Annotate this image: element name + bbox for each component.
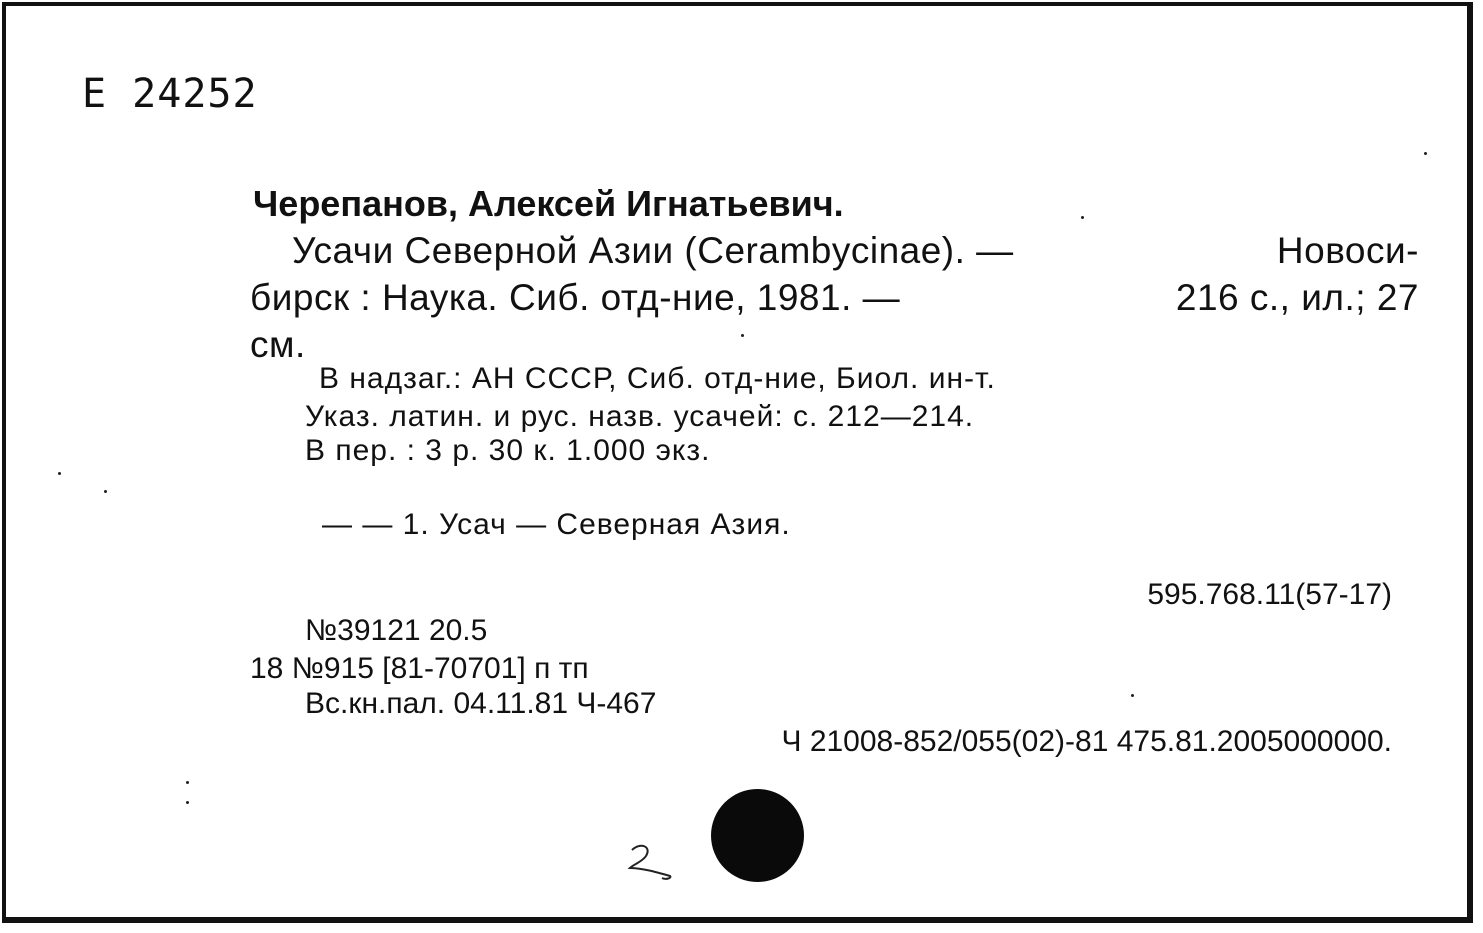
speck [186,781,189,784]
speck [186,801,189,804]
title-line-1-left: Усачи Северной Азии (Cerambycinae). — [292,230,1014,271]
handwritten-mark [626,842,676,882]
registration-line-2: 18 №915 [81-70701] п тп [250,652,589,685]
catalog-id: Е 24252 [82,71,258,117]
title-line-2-left: бирск : Наука. Сиб. отд-ние, 1981. — [250,277,901,318]
note-price: В пер. : 3 р. 30 к. 1.000 экз. [305,434,711,467]
catalog-card [2,2,1473,923]
punch-hole [711,789,804,882]
registration-line-1: №39121 20.5 [305,614,488,647]
title-line-2 [250,279,1419,316]
note-index: Указ. латин. и рус. назв. усачей: с. 212—214. [305,400,975,433]
registration-line-4: Ч 21008-852/055(02)-81 475.81.2005000000. [781,725,1392,758]
title-line-1-right: Новоси- [1276,230,1419,271]
title-line-1 [292,232,1419,269]
udc-code: 595.768.11(57-17) [1147,578,1392,611]
title-line-2-right: 216 с., ил.; 27 [1175,277,1419,318]
title-line-3: см. [250,324,306,365]
speck [741,334,744,337]
speck [1081,216,1084,219]
author-heading: Черепанов, Алексей Игнатьевич. [253,183,844,224]
note-header: В надзаг.: АН СССР, Сиб. отд-ние, Биол. ин-т. [319,362,996,395]
speck [58,472,61,475]
speck [1131,694,1134,697]
registration-line-3: Вс.кн.пал. 04.11.81 Ч-467 [305,687,657,720]
speck [104,490,107,493]
subject-heading: — — 1. Усач — Северная Азия. [322,508,791,541]
speck [1424,152,1427,155]
